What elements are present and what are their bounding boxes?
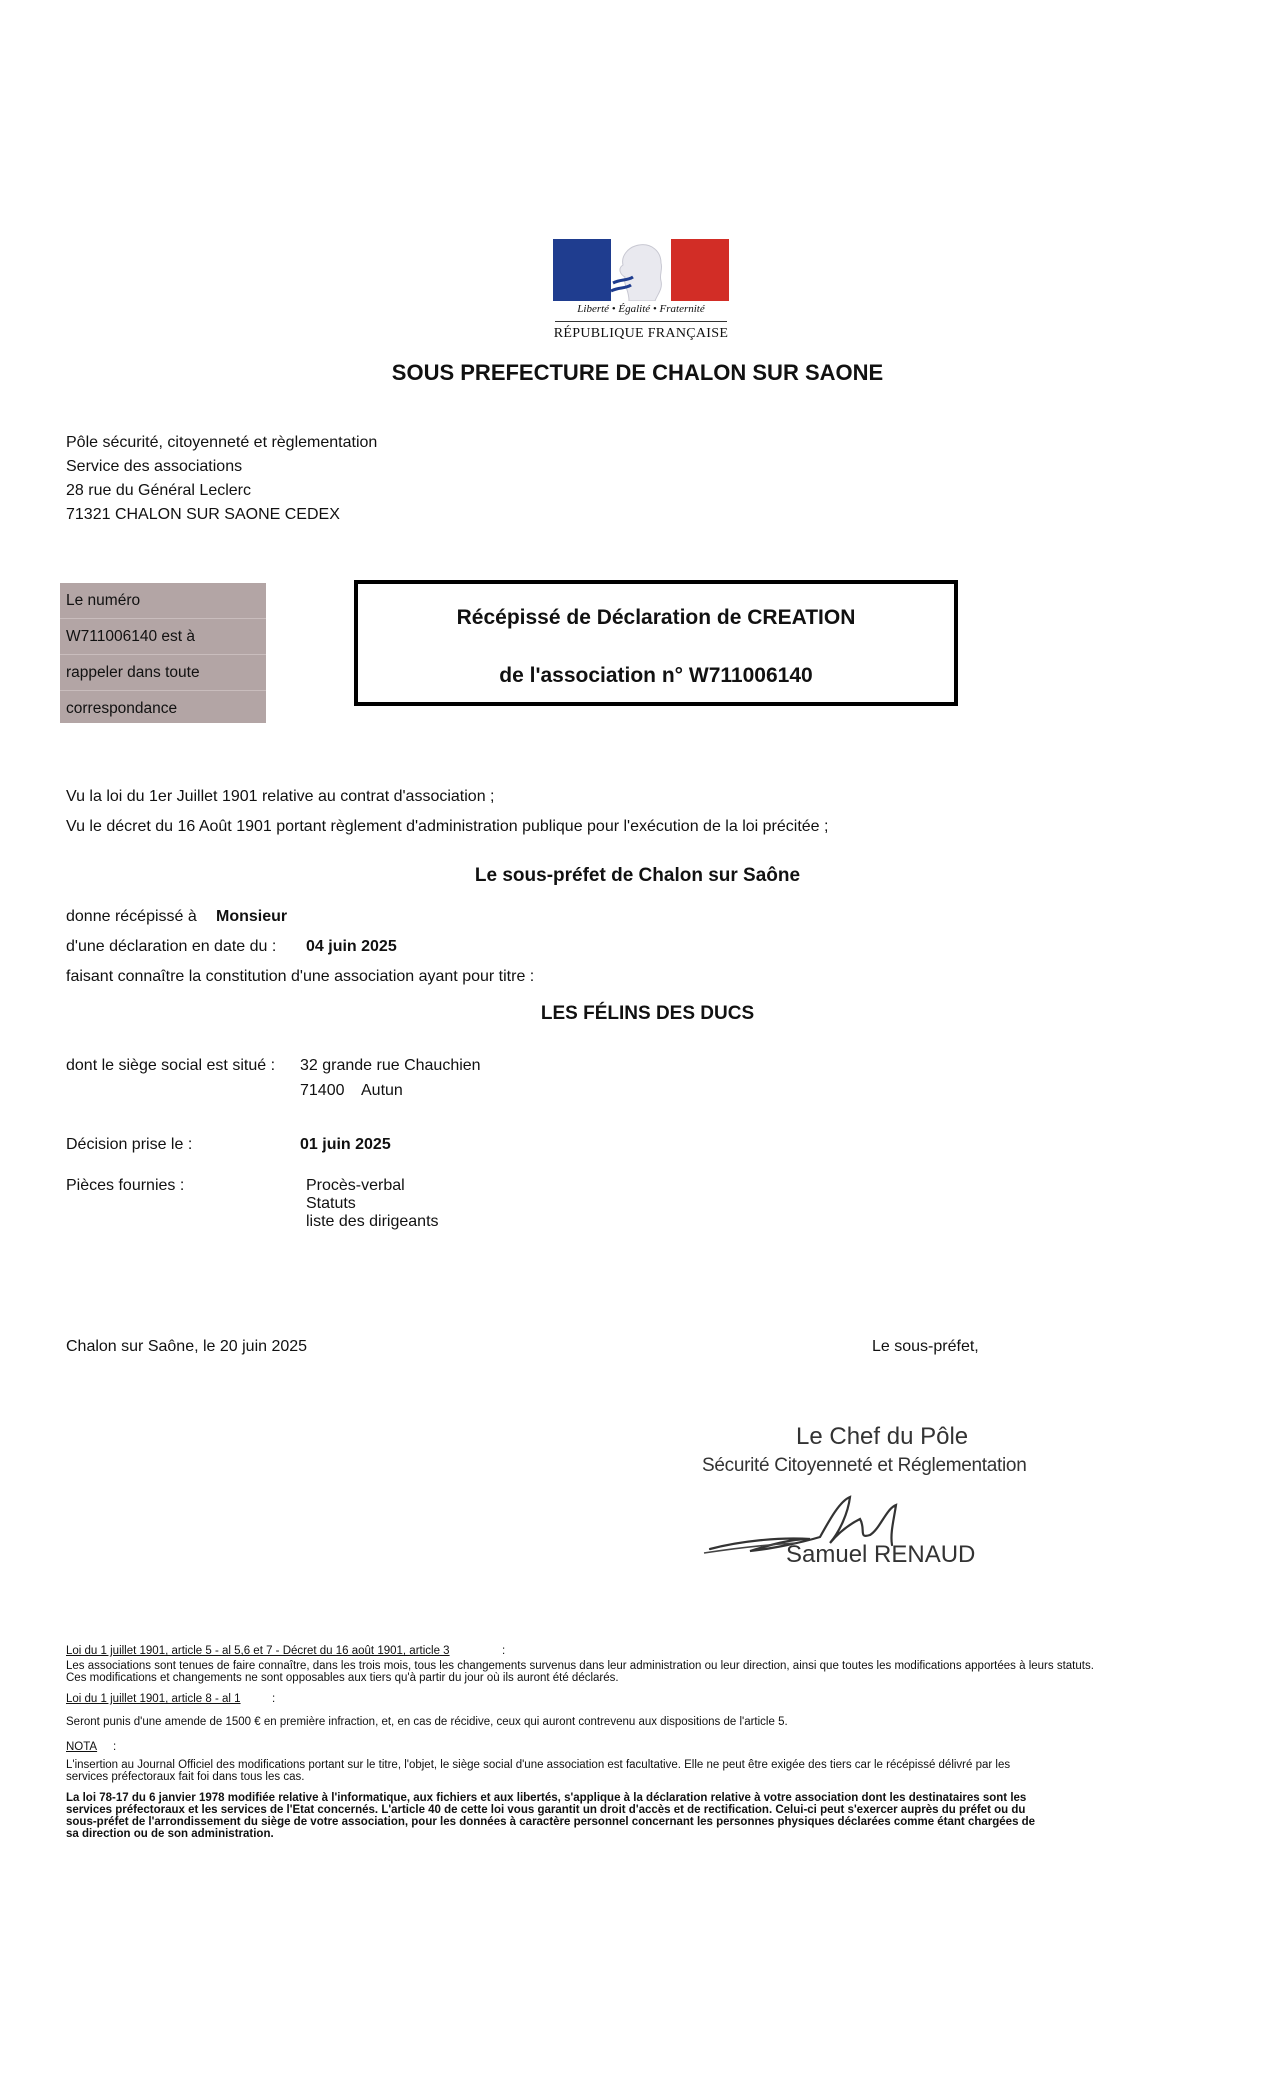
recipient-value: Monsieur [216,908,288,925]
reference-number-box [60,583,266,723]
footer-text-journal: L'insertion au Journal Officiel des modifications portant sur le titre, l'objet, le siège social d'une association est facultative. Elle ne peut être exigée des tiers car le récépissé délivré par les [66,1759,1011,1771]
footer-text-journal-cont: services préfectoraux fait foi dans tous les cas. [66,1771,305,1783]
seat-street: 32 grande rue Chauchien [300,1057,481,1074]
recepisse-title-box [354,580,958,706]
seat-postal-code: 71400 [300,1082,345,1099]
reference-line: Le numéro [60,583,266,619]
address-line-pole: Pôle sécurité, citoyenneté et règlementation [66,434,378,451]
footer-law-line: services préfectoraux et les services de l'Etat concernés. L'article 40 de cette loi vous garantit un droit d'accès et de rectification. Celui-ci peut s'exercer auprès du préfet ou du [66,1804,1026,1816]
footer-ref-article8-colon: : [272,1693,276,1705]
signature-name: Samuel RENAUD [786,1541,976,1568]
signatory-title: Le sous-préfet, [872,1338,979,1355]
declaration-date-value: 04 juin 2025 [306,938,397,955]
logo-divider [555,321,727,322]
address-line-city: 71321 CHALON SUR SAONE CEDEX [66,506,340,523]
footer-text-opposable: Ces modifications et changements ne sont opposables aux tiers qu'à partir du jour où ils auront été déclarés. [66,1672,619,1684]
flag-red-band [671,239,729,301]
logo-republic-text: RÉPUBLIQUE FRANÇAISE [553,326,729,341]
footer-law-line: sa direction ou de son administration. [66,1828,274,1840]
footer-nota: NOTA [66,1741,98,1753]
decision-date: 01 juin 2025 [300,1136,391,1153]
declaration-date-label: d'une déclaration en date du : [66,938,277,955]
decision-label: Décision prise le : [66,1136,193,1153]
marianne-profile-icon [611,239,671,301]
flag-blue-band [553,239,611,301]
footer-text-changes: Les associations sont tenues de faire connaître, dans les trois mois, tous les changements survenus dans leur administration ou leur direction, ainsi que toutes les modifications apportées à leurs statuts. [66,1660,1094,1672]
piece-item: Statuts [306,1195,356,1212]
logo-motto: Liberté • Égalité • Fraternité [577,303,705,315]
association-name: LES FÉLINS DES DUCS [540,1003,755,1024]
address-line-service: Service des associations [66,458,243,475]
page-title: SOUS PREFECTURE DE CHALON SUR SAONE [391,360,884,385]
footer-ref-article5: Loi du 1 juillet 1901, article 5 - al 5,6 et 7 - Décret du 16 août 1901, article 3 [66,1645,450,1657]
footer-text-penalty: Seront punis d'une amende de 1500 € en première infraction, et, en cas de récidive, ceux qui auront contrevenu aux dispositions de l'article 5. [66,1716,788,1728]
signature-stamp [650,1393,1090,1613]
piece-item: liste des dirigeants [306,1213,439,1230]
footer-law-line: sous-préfet de l'arrondissement du siège de votre association, pour les données à caractère personnel concernant les personnes physiques déclarées comme étant chargées de [66,1816,1036,1828]
authority-heading: Le sous-préfet de Chalon sur Saône [474,865,801,886]
reference-line: rappeler dans toute [60,655,266,691]
pieces-label: Pièces fournies : [66,1177,185,1194]
signature-service: Sécurité Citoyenneté et Réglementation [702,1455,1027,1476]
footer-nota-colon: : [113,1741,117,1753]
footer-law-line: La loi 78-17 du 6 janvier 1978 modifiée relative à l'informatique, aux fichiers et aux libertés, s'applique à la déclaration relative à votre association dont les destinataires sont les [66,1792,1027,1804]
recepisse-title-line2: de l'association n° W711006140 [499,664,813,687]
signature-title: Le Chef du Pôle [796,1423,969,1450]
address-line-street: 28 rue du Général Leclerc [66,482,251,499]
reference-line: correspondance [66,700,178,717]
footer-ref-article5-colon: : [502,1645,506,1657]
reference-line: W711006140 est à [60,619,266,655]
place-and-date: Chalon sur Saône, le 20 juin 2025 [66,1338,308,1355]
piece-item: Procès-verbal [306,1177,405,1194]
republique-francaise-logo [553,239,729,345]
recepisse-title-line1: Récépissé de Déclaration de CREATION [456,606,856,629]
footer-ref-article8: Loi du 1 juillet 1901, article 8 - al 1 [66,1693,241,1705]
seat-city: Autun [361,1082,403,1099]
seat-label: dont le siège social est situé : [66,1057,276,1074]
visa-loi: Vu la loi du 1er Juillet 1901 relative au contrat d'association ; [66,788,495,805]
visa-decret: Vu le décret du 16 Août 1901 portant règlement d'administration publique pour l'exécution de la loi précitée ; [66,818,829,835]
flag-white-band [611,239,671,301]
recipient-label: donne récépissé à [66,908,197,925]
title-intro: faisant connaître la constitution d'une association ayant pour titre : [66,968,535,985]
